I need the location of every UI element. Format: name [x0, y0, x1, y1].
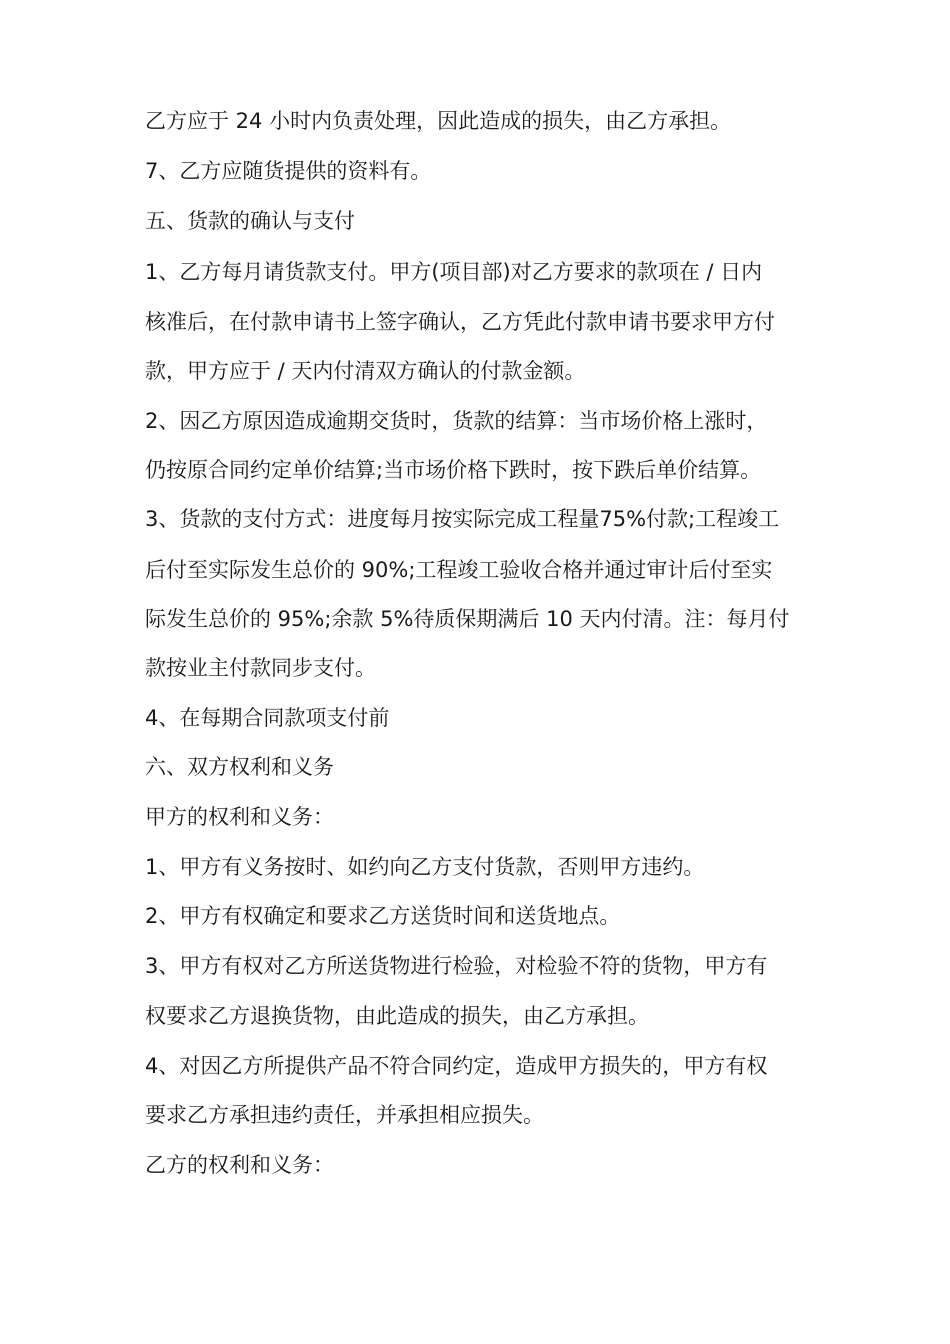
text-line: 核准后，在付款申请书上签字确认，乙方凭此付款申请书要求甲方付: [145, 310, 775, 334]
text-line: 权要求乙方退换货物，由此造成的损失，由乙方承担。: [145, 1004, 649, 1028]
text-line: 7、乙方应随货提供的资料有。: [145, 159, 432, 183]
text-line: 4、在每期合同款项支付前: [145, 706, 390, 730]
text-line: 2、甲方有权确定和要求乙方送货时间和送货地点。: [145, 904, 621, 928]
text-line: 乙方应于 24 小时内负责处理，因此造成的损失，由乙方承担。: [145, 109, 732, 133]
text-line: 要求乙方承担违约责任，并承担相应损失。: [145, 1103, 544, 1127]
text-line: 3、货款的支付方式：进度每月按实际完成工程量75%付款;工程竣工: [145, 507, 780, 531]
text-line: 际发生总价的 95%;余款 5%待质保期满后 10 天内付清。注：每月付: [145, 607, 790, 631]
text-line: 后付至实际发生总价的 90%;工程竣工验收合格并通过审计后付至实: [145, 558, 773, 582]
subheading: 乙方的权利和义务：: [145, 1153, 334, 1177]
text-line: 1、甲方有义务按时、如约向乙方支付货款，否则甲方违约。: [145, 855, 705, 879]
section-heading: 五、货款的确认与支付: [145, 209, 355, 233]
text-line: 款按业主付款同步支付。: [145, 656, 376, 680]
text-line: 3、甲方有权对乙方所送货物进行检验，对检验不符的货物，甲方有: [145, 954, 768, 978]
text-line: 4、对因乙方所提供产品不符合同约定，造成甲方损失的，甲方有权: [145, 1054, 768, 1078]
text-line: 款，甲方应于 / 天内付清双方确认的付款金额。: [145, 359, 586, 383]
section-heading: 六、双方权利和义务: [145, 755, 334, 779]
text-line: 2、因乙方原因造成逾期交货时，货款的结算：当市场价格上涨时，: [145, 409, 768, 433]
text-line: 仍按原合同约定单价结算;当市场价格下跌时，按下跌后单价结算。: [145, 458, 762, 482]
subheading: 甲方的权利和义务：: [145, 805, 334, 829]
text-line: 1、乙方每月请货款支付。甲方(项目部)对乙方要求的款项在 / 日内: [145, 260, 763, 284]
